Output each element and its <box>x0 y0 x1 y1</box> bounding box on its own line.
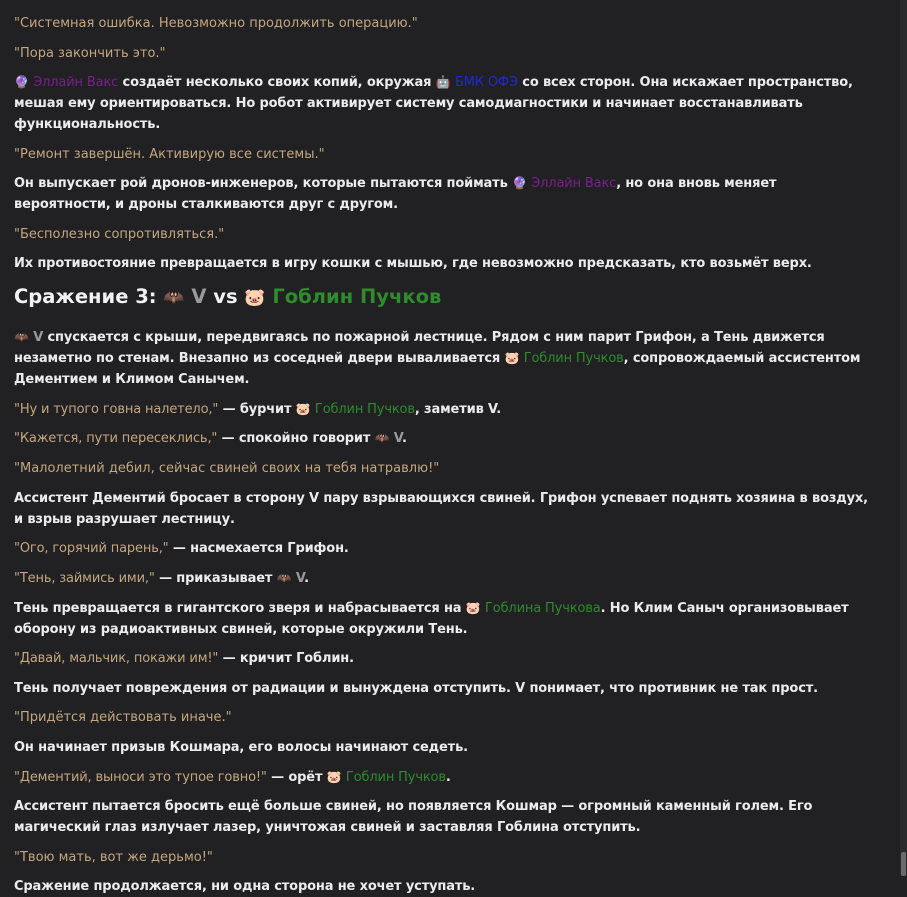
crystal-ball-icon: 🔮 <box>512 176 527 190</box>
quote-act-differently: "Придётся действовать иначе." <box>14 710 232 725</box>
paragraph-descent <box>14 327 870 390</box>
paragraph-dialogue-4 <box>14 568 870 589</box>
paragraph-text: создаёт несколько своих копий, окружая <box>118 75 436 90</box>
bat-icon: 🦇 <box>374 431 390 445</box>
paragraph-drones <box>14 173 870 215</box>
pig-icon: 🐷 <box>326 770 342 784</box>
paragraph-text: спускается с крыши, передвигаясь по пожарной лестнице. Рядом с ним парит Грифон, а Тень движется незаметно по стенам. Внезапно из соседней двери вываливается <box>14 330 825 366</box>
paragraph-radiation: Тень получает повреждения от радиации и вынуждена отступить. V понимает, что противник не так прост. <box>14 681 818 696</box>
quote-useless: "Бесполезно сопротивляться." <box>14 227 225 242</box>
character-name-goblin: Гоблин Пучков <box>314 402 415 417</box>
paragraph-text: . <box>445 770 451 785</box>
paragraph-text: — приказывает <box>154 571 277 586</box>
quote-damn: "Твою мать, вот же дерьмо!" <box>14 850 213 865</box>
paragraph-text: — орёт <box>266 770 327 785</box>
vertical-scrollbar[interactable] <box>900 0 907 876</box>
bat-icon: 🦇 <box>14 330 29 344</box>
quote-text: "Ну и тупого говна налетело," <box>14 402 219 417</box>
paragraph-cat-mouse: Их противостояние превращается в игру кошки с мышью, где невозможно предсказать, кто возьмёт верх. <box>14 256 812 271</box>
paragraph-dialogue-2 <box>14 428 870 449</box>
paragraph-text: — бурчит <box>218 402 296 417</box>
pig-icon: 🐷 <box>465 601 481 615</box>
character-name-ellain: Эллайн Вакс <box>531 176 617 191</box>
pig-icon: 🐷 <box>244 288 266 308</box>
paragraph-text: Он выпускает рой дронов-инженеров, которые пытаются поймать <box>14 176 513 191</box>
paragraph-continues: Сражение продолжается, ни одна сторона не хочет уступать. <box>14 879 476 894</box>
paragraph-text: , сопровождаемый ассистентом Дементием и Климом Санычем. <box>14 351 861 387</box>
pig-icon: 🐷 <box>295 402 311 416</box>
heading-text: vs <box>206 285 245 308</box>
quote-repair-done: "Ремонт завершён. Активирую все системы." <box>14 147 325 162</box>
pig-icon: 🐷 <box>504 351 520 365</box>
character-name-v: V <box>393 431 403 446</box>
crystal-ball-icon: 🔮 <box>14 75 29 89</box>
paragraph-dialogue-5 <box>14 648 870 669</box>
paragraph-text: . <box>304 571 309 586</box>
quote-system-error: "Системная ошибка. Невозможно продолжить операцию." <box>14 16 418 31</box>
paragraph-text: , но она вновь меняет вероятности, и дроны сталкиваются друг с другом. <box>14 176 777 212</box>
paragraph-dialogue-6 <box>14 767 870 788</box>
paragraph-dialogue-3 <box>14 538 870 559</box>
quote-text: "Ого, горячий парень," <box>14 541 169 556</box>
quote-pigs-threat: "Малолетний дебил, сейчас свиней своих на тебя натравлю!" <box>14 461 440 476</box>
paragraph-text: , заметив V. <box>414 402 502 417</box>
paragraph-text: — спокойно говорит <box>217 431 375 446</box>
heading-text: Сражение 3: <box>14 285 164 308</box>
character-name-goblin: Гоблин Пучков <box>523 351 624 366</box>
bat-icon: 🦇 <box>163 288 185 308</box>
quote-text: "Дементий, выноси это тупое говно!" <box>14 770 267 785</box>
bat-icon: 🦇 <box>276 571 292 585</box>
paragraph-text: . <box>402 431 407 446</box>
paragraph-text: — насмехается Грифон. <box>168 541 349 556</box>
character-name-v: V <box>33 330 44 345</box>
paragraph-text: со всех сторон. Она искажает пространство, мешая ему ориентироваться. Но робот активирует систему самодиагностики и начинает восстанавливать функциональность. <box>14 75 853 132</box>
character-name-goblin: Гоблин Пучков <box>272 285 442 308</box>
quote-text: "Давай, мальчик, покажи им!" <box>14 651 219 666</box>
quote-text: "Тень, займись ими," <box>14 571 155 586</box>
scrollbar-thumb[interactable] <box>901 852 906 876</box>
paragraph-shadow-attack <box>14 598 870 640</box>
character-name-bmk: БМК ОФЭ <box>454 75 518 90</box>
character-name-v: V <box>191 285 207 308</box>
paragraph-copies <box>14 72 870 135</box>
paragraph-text: Тень превращается в гигантского зверя и набрасывается на <box>14 601 466 616</box>
character-name-goblin: Гоблина Пучкова <box>484 601 601 616</box>
character-name-goblin: Гоблин Пучков <box>345 770 446 785</box>
quote-text: "Кажется, пути пересеклись," <box>14 431 218 446</box>
section-heading-battle-3 <box>14 283 870 312</box>
paragraph-text: . Но Клим Саныч организовывает оборону из радиоактивных свиней, которые окружили Тень. <box>14 601 849 637</box>
character-name-ellain: Эллайн Вакс <box>33 75 119 90</box>
character-name-v: V <box>295 571 305 586</box>
paragraph-explosion: Ассистент Дементий бросает в сторону V пару взрывающихся свиней. Грифон успевает поднять хозяина в воздух, и взрыв разрушает лестницу. <box>14 491 868 527</box>
paragraph-summon: Он начинает призыв Кошмара, его волосы начинают седеть. <box>14 740 468 755</box>
paragraph-golem: Ассистент пытается бросить ещё больше свиней, но появляется Кошмар — огромный каменный голем. Его магический глаз излучает лазер, уничтожая свиней и заставляя Гоблина отступить. <box>14 799 813 835</box>
robot-icon: 🤖 <box>435 75 451 89</box>
paragraph-text: — кричит Гоблин. <box>218 651 354 666</box>
story-body <box>14 13 870 897</box>
paragraph-dialogue-1 <box>14 399 870 420</box>
quote-finish-it: "Пора закончить это." <box>14 46 166 61</box>
